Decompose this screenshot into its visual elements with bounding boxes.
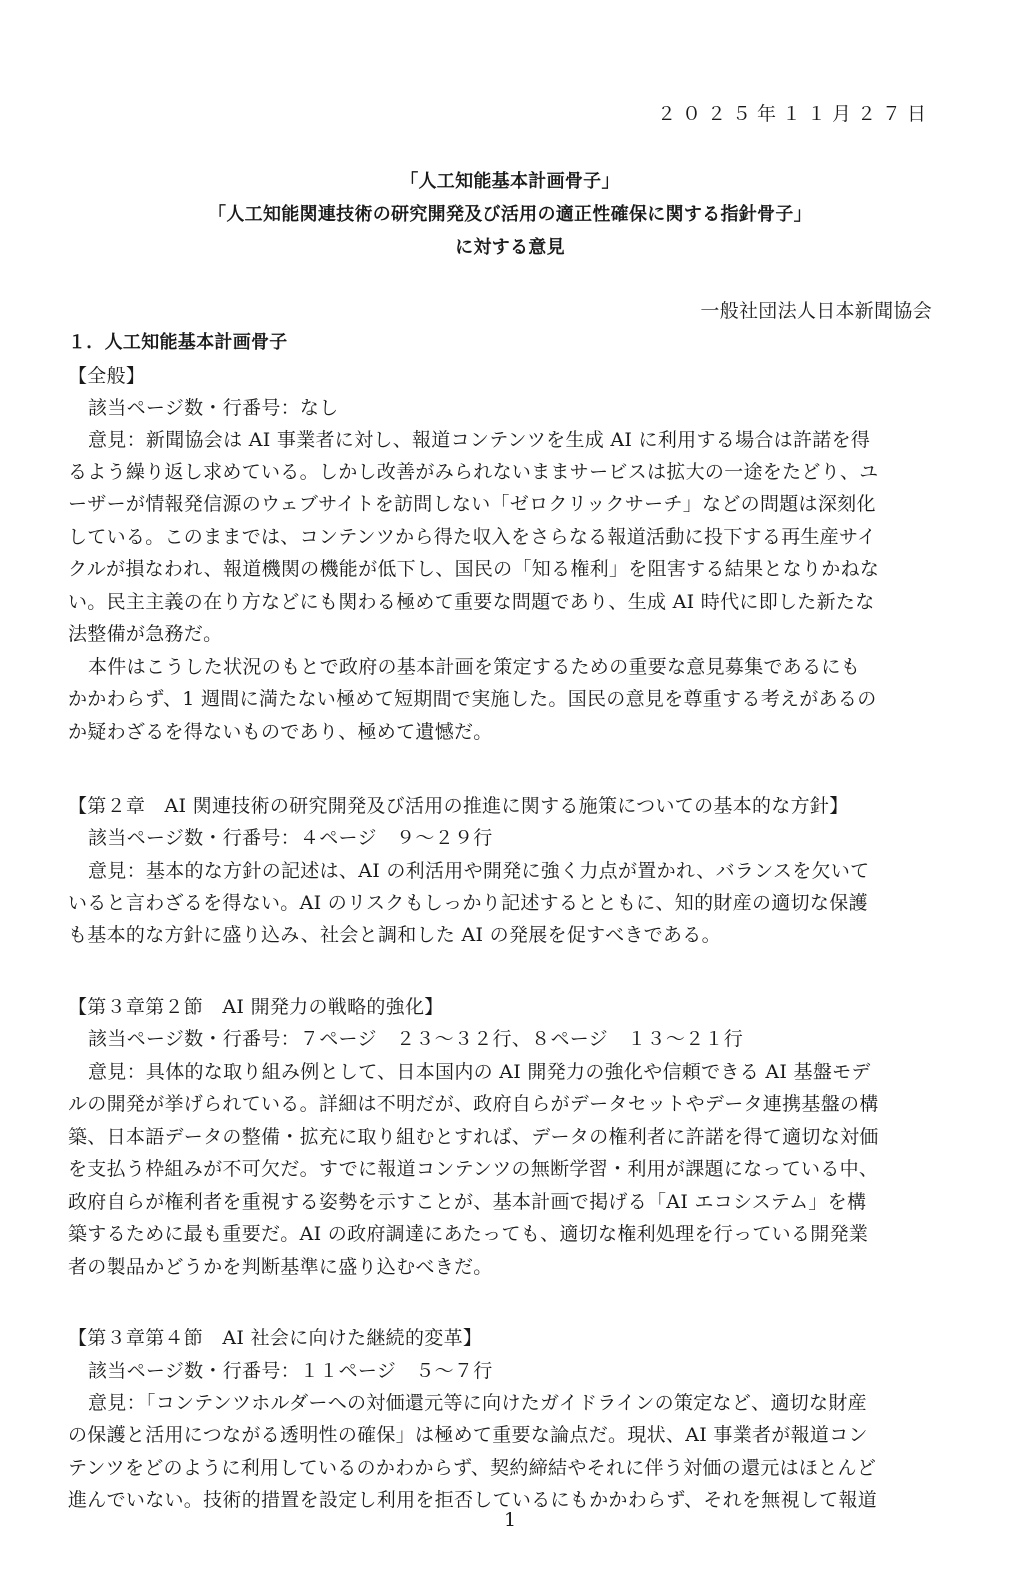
paragraph-line: 者の製品かどうかを判断基準に盛り込むべきだ。 [68,1256,493,1278]
paragraph-line: 政府自らが権利者を重視する姿勢を示すことが、基本計画で掲げる「AI エコシステム」を構 [68,1191,867,1213]
paragraph-line: 意見：新聞協会は AI 事業者に対し、報道コンテンツを生成 AI に利用する場合は許諾を得 [88,429,871,451]
paragraph-line: の保護と活用につながる透明性の確保」は極めて重要な論点だ。現状、AI 事業者が報道コン [68,1424,868,1446]
paragraph-line: も基本的な方針に盛り込み、社会と調和した AI の発展を促すべきである。 [68,924,721,946]
section-heading: １．人工知能基本計画骨子 [68,332,288,353]
paragraph-line: るよう繰り返し求めている。しかし改善がみられないままサービスは拡大の一途をたどり、ユ [68,461,879,483]
title-line-1: 「人工知能基本計画骨子」 [400,171,620,192]
title-line-3: に対する意見 [455,237,565,258]
author-organization: 一般社団法人日本新聞協会 [700,300,932,322]
block-ref: 該当ページ数・行番号：なし [88,397,339,419]
block-ref: 該当ページ数・行番号：４ページ ９～２９行 [88,827,493,849]
paragraph-line: いると言わざるを得ない。AI のリスクもしっかり記述するとともに、知的財産の適切な保護 [68,892,868,914]
title-line-2: 「人工知能関連技術の研究開発及び活用の適正性確保に関する指針骨子」 [208,204,812,225]
paragraph-line: 法整備が急務だ。 [68,623,223,645]
paragraph-line: ーザーが情報発信源のウェブサイトを訪問しない「ゼロクリックサーチ」などの問題は深刻化 [68,493,876,515]
paragraph-line: を支払う枠組みが不可欠だ。すでに報道コンテンツの無断学習・利用が課題になっている中、 [68,1158,879,1180]
block-ref: 該当ページ数・行番号：７ページ ２３～３２行、８ページ １３～２１行 [88,1028,744,1050]
paragraph-line: ルの開発が挙げられている。詳細は不明だが、政府自らがデータセットやデータ連携基盤の構 [68,1093,879,1115]
paragraph-line: 意見：「コンテンツホルダーへの対価還元等に向けたガイドラインの策定など、適切な財産 [88,1392,867,1414]
block-title-general: 【全般】 [68,365,146,387]
block-title-chapter2: 【第２章 AI 関連技術の研究開発及び活用の推進に関する施策についての基本的な方針】 [68,795,849,817]
paragraph-line: かかわらず、1 週間に満たない極めて短期間で実施した。国民の意見を尊重する考えがあるの [68,688,877,710]
paragraph-line: テンツをどのように利用しているのかわからず、契約締結やそれに伴う対価の還元はほとんど [68,1457,877,1479]
block-title-chapter3-section4: 【第３章第４節 AI 社会に向けた継続的変革】 [68,1327,483,1349]
block-ref: 該当ページ数・行番号：１１ページ ５～７行 [88,1360,493,1382]
paragraph-line: 築、日本語データの整備・拡充に取り組むとすれば、データの権利者に許諾を得て適切な対価 [68,1126,879,1148]
paragraph-line: 進んでいない。技術的措置を設定し利用を拒否しているにもかかわらず、それを無視して報道 [68,1489,878,1511]
paragraph-line: 築するために最も重要だ。AI の政府調達にあたっても、適切な権利処理を行っている開発業 [68,1223,869,1245]
paragraph-line: 意見：基本的な方針の記述は、AI の利活用や開発に強く力点が置かれ、バランスを欠いて [88,860,870,882]
paragraph-line: している。このままでは、コンテンツから得た収入をさらなる報道活動に投下する再生産サイ [68,526,877,548]
document-date: ２０２５年１１月２７日 [656,103,932,125]
paragraph-line: か疑わざるを得ないものであり、極めて遺憾だ。 [68,721,493,743]
paragraph-line: 意見：具体的な取り組み例として、日本国内の AI 開発力の強化や信頼できる AI 基盤モデ [88,1061,871,1083]
page-number: 1 [503,1509,517,1531]
paragraph-line: い。民主主義の在り方などにも関わる極めて重要な問題であり、生成 AI 時代に即した新たな [68,591,875,613]
paragraph-line: クルが損なわれ、報道機関の機能が低下し、国民の「知る権利」を阻害する結果となりかねな [68,558,880,580]
paragraph-line: 本件はこうした状況のもとで政府の基本計画を策定するための重要な意見募集であるにも [88,656,861,678]
block-title-chapter3-section2: 【第３章第２節 AI 開発力の戦略的強化】 [68,996,444,1018]
